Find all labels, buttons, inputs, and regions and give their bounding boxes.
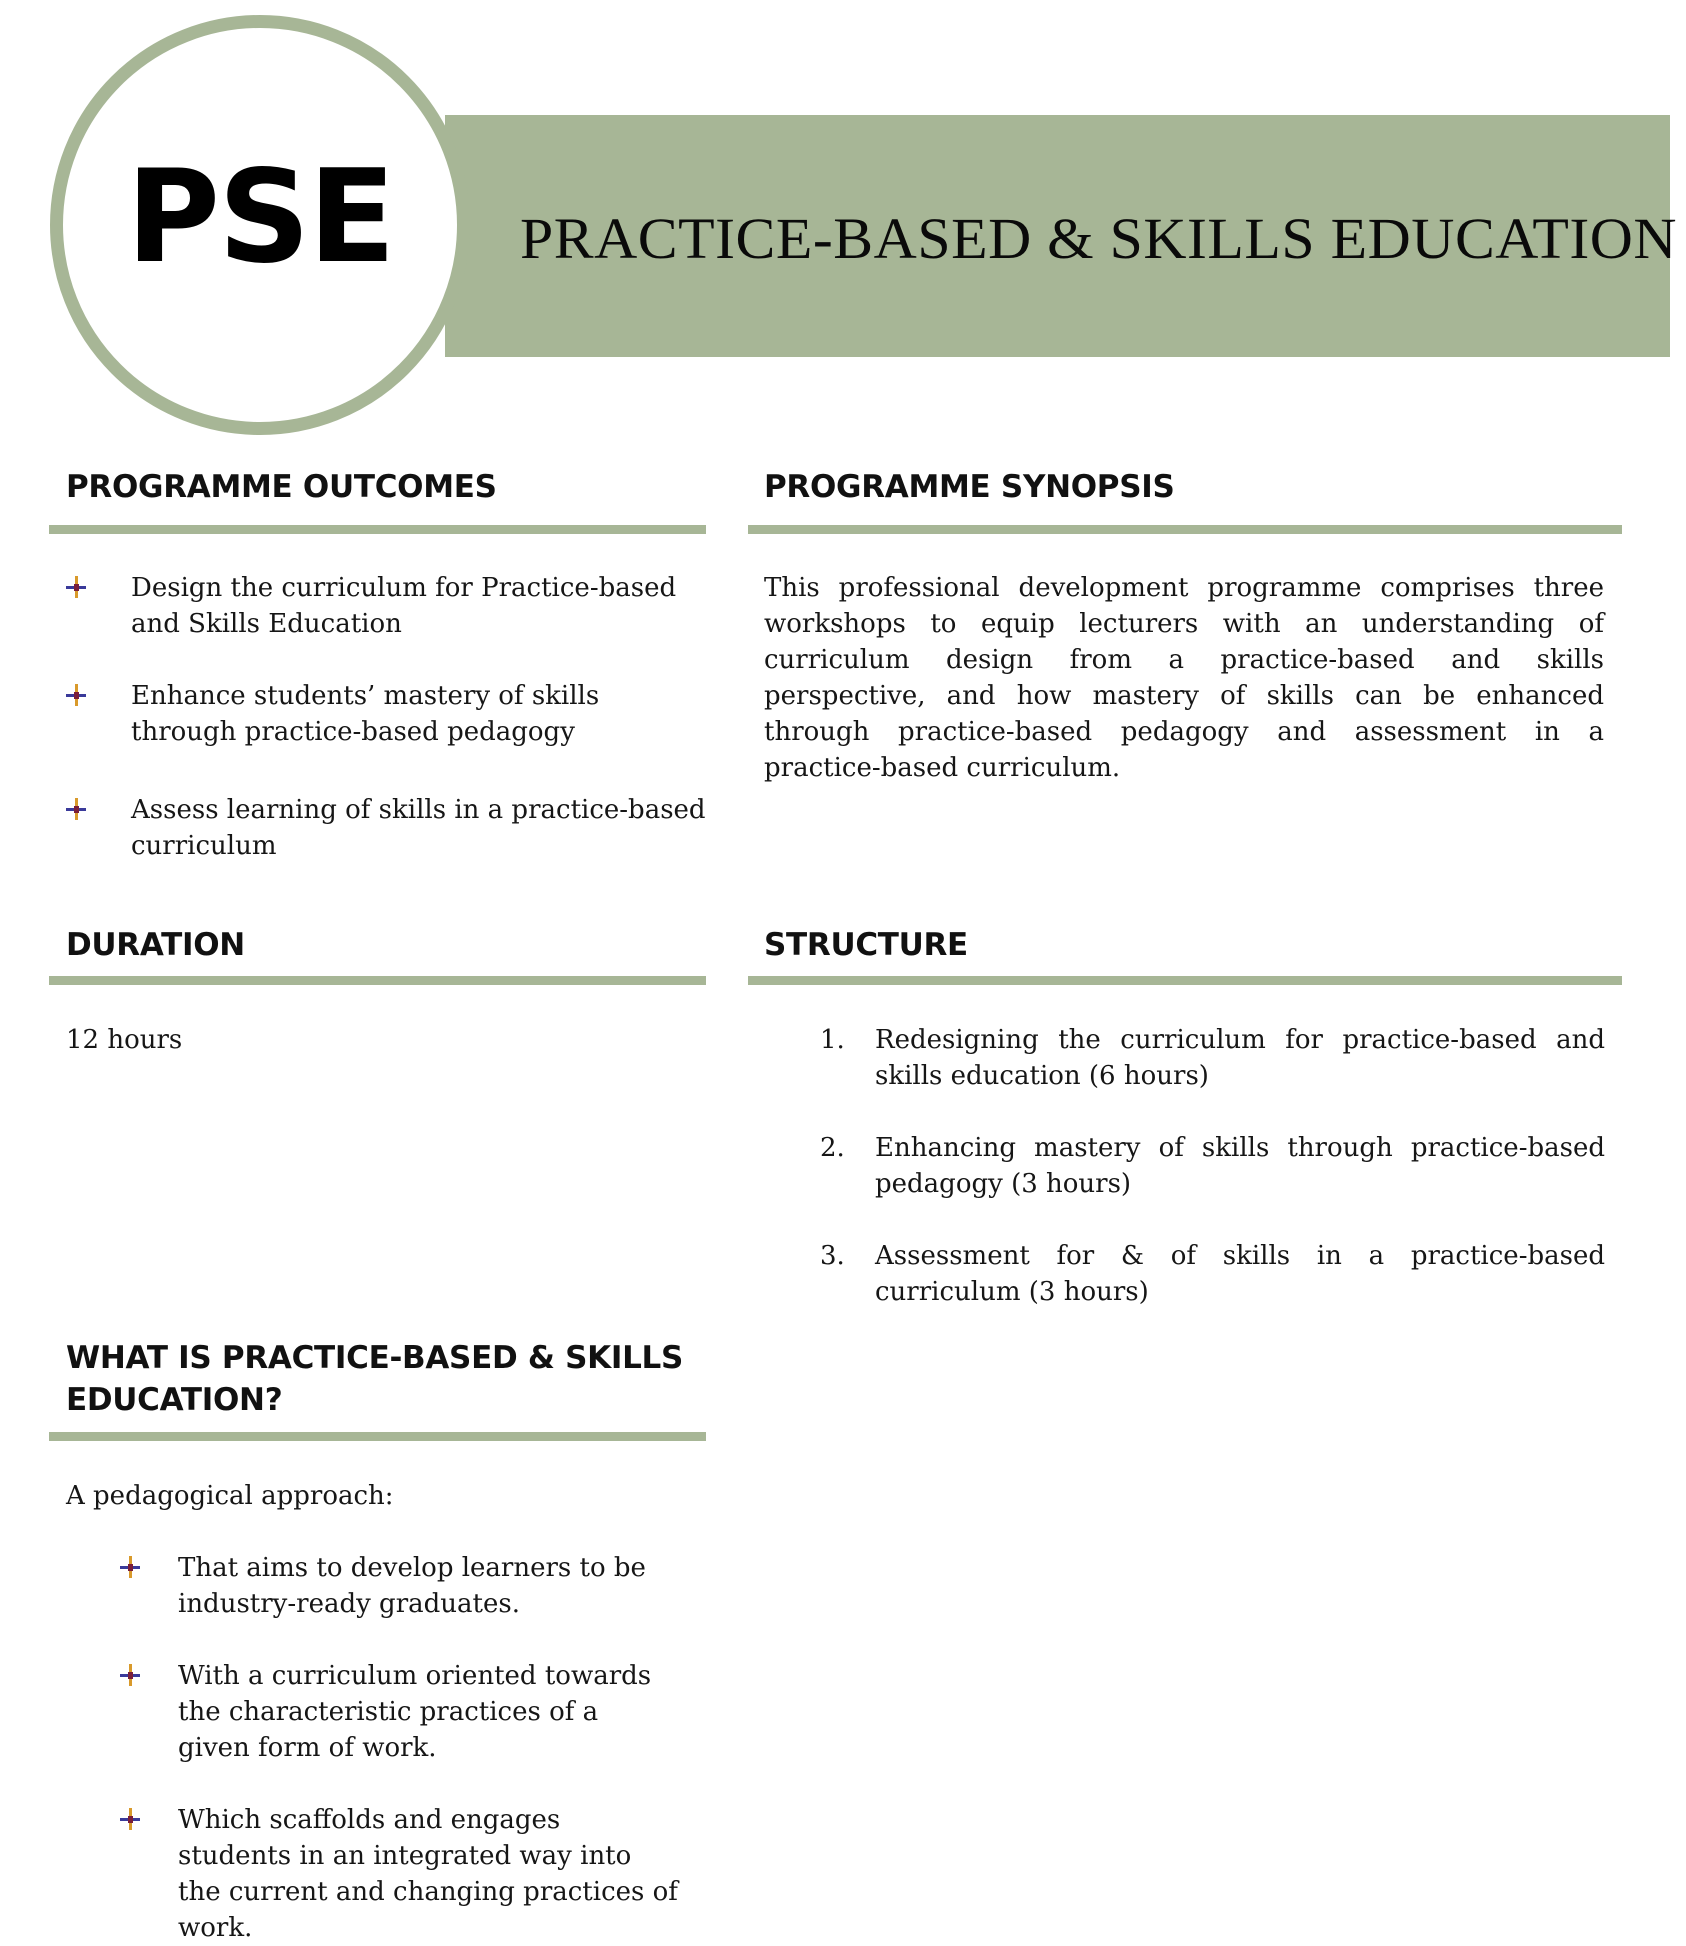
list-item xyxy=(120,1550,698,1622)
outcomes-list xyxy=(66,570,706,864)
four-point-star-bullet-icon xyxy=(120,1664,140,1686)
structure-item-text: Assessment for & of skills in a practice-based curriculum (3 hours) xyxy=(875,1241,1605,1307)
duration-heading: DURATION xyxy=(66,927,245,963)
duration-divider xyxy=(49,976,706,985)
synopsis-text: This professional development programme comprises three workshops to equip lecturers with an understanding of curriculum design from a practice-based and skills perspective, and how mastery of skills can be enhanced through practice-based pedagogy and assessment in a practice-based curriculum. xyxy=(764,573,1604,783)
outcome-text: Enhance students’ mastery of skills through practice-based pedagogy xyxy=(131,681,600,747)
what-is-divider xyxy=(49,1432,706,1441)
outcome-text: Design the curriculum for Practice-based and Skills Education xyxy=(131,573,677,639)
what-is-intro: A pedagogical approach: xyxy=(66,1481,394,1511)
logo-text: PSE xyxy=(126,142,394,292)
item-number: 2. xyxy=(820,1133,845,1163)
pse-logo xyxy=(50,15,470,435)
list-item xyxy=(120,1658,678,1766)
what-is-list xyxy=(120,1550,700,1946)
list-item xyxy=(820,1238,1605,1310)
list-item xyxy=(66,570,691,642)
structure-item-text: Redesigning the curriculum for practice-based and skills education (6 hours) xyxy=(875,1025,1605,1091)
item-number: 3. xyxy=(820,1241,845,1271)
what-is-heading-line1: WHAT IS PRACTICE-BASED & SKILLS xyxy=(66,1340,684,1376)
structure-list xyxy=(820,1022,1605,1310)
what-is-item-text: That aims to develop learners to be industry-ready graduates. xyxy=(178,1553,646,1619)
synopsis-divider xyxy=(748,525,1622,534)
list-item xyxy=(120,1802,678,1946)
page-title: PRACTICE-BASED & SKILLS EDUCATION xyxy=(520,206,1678,271)
outcome-text: Assess learning of skills in a practice-based curriculum xyxy=(131,795,706,861)
item-number: 1. xyxy=(820,1025,845,1055)
four-point-star-bullet-icon xyxy=(66,576,86,598)
list-item xyxy=(820,1130,1605,1202)
what-is-item-text: Which scaffolds and engages students in an integrated way into the current and changing practices of work. xyxy=(178,1805,678,1943)
four-point-star-bullet-icon xyxy=(120,1808,140,1830)
outcomes-heading: PROGRAMME OUTCOMES xyxy=(66,469,497,505)
outcomes-divider xyxy=(49,525,706,534)
what-is-heading xyxy=(66,1337,683,1421)
four-point-star-bullet-icon xyxy=(120,1556,140,1578)
duration-value: 12 hours xyxy=(66,1025,183,1055)
synopsis-heading: PROGRAMME SYNOPSIS xyxy=(764,469,1175,505)
list-item xyxy=(820,1022,1605,1094)
structure-divider xyxy=(748,976,1622,985)
structure-heading: STRUCTURE xyxy=(764,927,968,963)
list-item xyxy=(66,678,691,750)
what-is-heading-line2: EDUCATION? xyxy=(66,1382,283,1418)
four-point-star-bullet-icon xyxy=(66,684,86,706)
list-item xyxy=(66,792,731,864)
what-is-item-text: With a curriculum oriented towards the characteristic practices of a given form of work. xyxy=(178,1661,652,1763)
structure-item-text: Enhancing mastery of skills through practice-based pedagogy (3 hours) xyxy=(875,1133,1605,1199)
four-point-star-bullet-icon xyxy=(66,798,86,820)
